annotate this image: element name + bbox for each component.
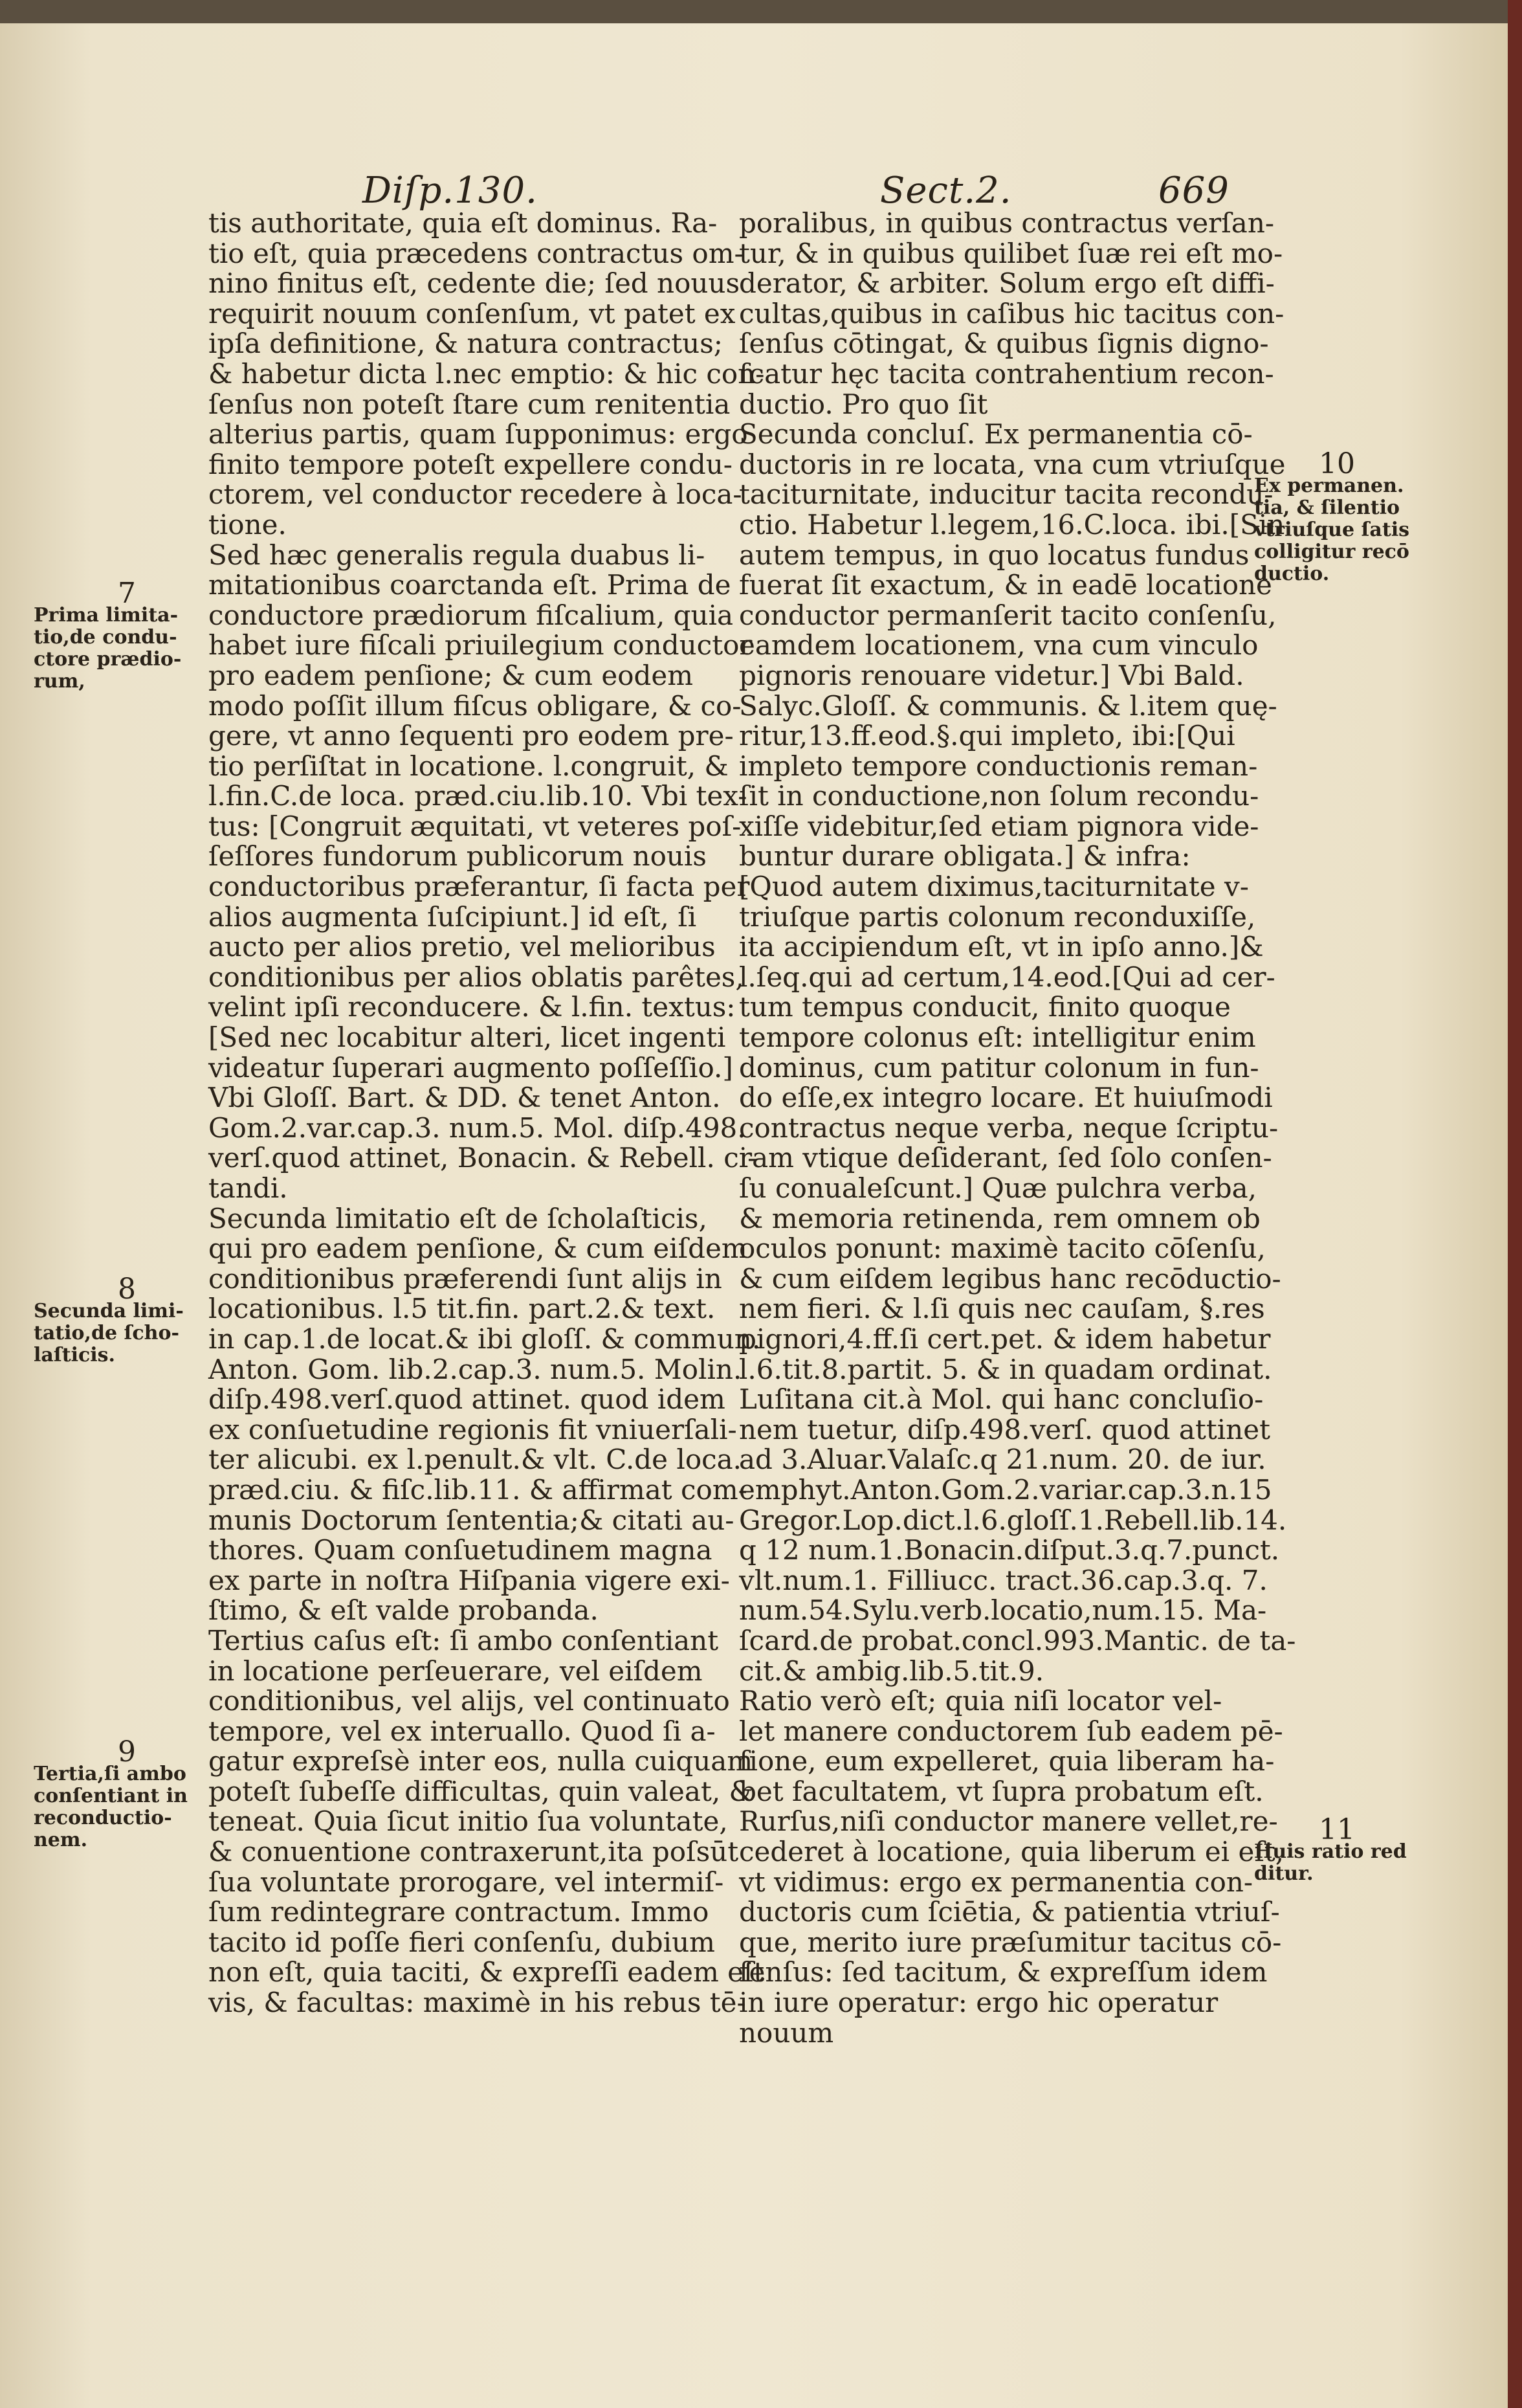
text-line: vis, & facultas: maximè in his rebus tē- (208, 1987, 746, 2019)
text-line: velint ipſi reconducere. & l.fin. textus: (208, 991, 736, 1023)
text-line: in locatione perſeuerare, vel eiſdem (208, 1655, 703, 1687)
text-line: conditionibus, vel alijs, vel continuato (208, 1685, 730, 1717)
text-line: præd.ciu. & fiſc.lib.11. & affirmat com- (208, 1473, 747, 1506)
margin-text: reconductio- (34, 1807, 172, 1829)
text-line: vlt.num.1. Filliucc. tract.36.cap.3.q. 7. (739, 1564, 1268, 1596)
text-line: ductio. Pro quo ſit (739, 388, 988, 420)
text-line: taciturnitate, inducitur tacita recondu- (739, 478, 1274, 511)
text-line: conductor permanſerit tacito conſenſu, (739, 599, 1277, 631)
margin-text: colligitur recō (1254, 541, 1409, 563)
text-line: thores. Quam conſuetudinem magna (208, 1534, 712, 1566)
text-line: Gregor.Lop.dict.l.6.gloſſ.1.Rebell.lib.14. (739, 1504, 1287, 1536)
text-line: ſu conualeſcunt.] Quæ pulchra verba, (739, 1172, 1257, 1204)
text-line: l.fin.C.de loca. præd.ciu.lib.10. Vbi tex- (208, 780, 747, 812)
text-line: nem tuetur, diſp.498.verſ. quod attinet (739, 1413, 1270, 1445)
text-line: contractus neque verba, neque ſcriptu- (739, 1111, 1279, 1144)
margin-note-9 (34, 1735, 208, 1851)
text-line: ſcatur hęc tacita contrahentium recon- (739, 357, 1274, 390)
text-line: pignoris renouare videtur.] Vbi Bald. (739, 659, 1244, 691)
text-line: ſenſus non poteſt ſtare cum renitentia (208, 388, 731, 420)
margin-number: 8 (118, 1273, 136, 1306)
text-line: nouum (739, 2016, 834, 2049)
text-line: nem fieri. & l.ſi quis nec cauſam, §.res (739, 1293, 1265, 1325)
text-line: l.ſeq.qui ad certum,14.eod.[Qui ad cer- (739, 961, 1275, 993)
text-line: ductoris cum ſciētia, & patientia vtriuſ- (739, 1896, 1280, 1928)
text-line: tempore, vel ex interuallo. Quod ſi a- (208, 1715, 716, 1747)
text-line: [Sed nec locabitur alteri, licet ingenti (208, 1021, 726, 1054)
margin-text: nem. (34, 1829, 88, 1851)
text-line: pro eadem penſione; & cum eodem (208, 659, 694, 691)
text-line: aucto per alios pretio, vel melioribus (208, 931, 716, 963)
text-line: Ratio verò eſt; quia niſi locator vel- (739, 1685, 1222, 1717)
text-line: ſenſus: ſed tacitum, & expreſſum idem (739, 1956, 1268, 1989)
margin-text: Tertia,ſi ambo (34, 1763, 186, 1785)
margin-number: 7 (118, 577, 136, 610)
text-line: fuerat ſit exactum, & in eadē locatione (739, 569, 1272, 601)
text-line: in cap.1.de locat.& ibi gloſſ. & commun. (208, 1322, 761, 1355)
margin-text: Prima limita- (34, 604, 179, 627)
text-line: cederet à locatione, quia liberum ei eſt, (739, 1836, 1285, 1868)
text-line: cit.& ambig.lib.5.tit.9. (739, 1655, 1044, 1687)
text-line: ctorem, vel conductor recedere à loca- (208, 478, 742, 511)
margin-text: ditur. (1254, 1862, 1314, 1885)
text-line: verſ.quod attinet, Bonacin. & Rebell. ci- (208, 1142, 757, 1174)
text-line: conductoribus præferantur, ſi facta per (208, 871, 750, 903)
running-head-section: Sect.2. (880, 170, 1012, 212)
margin-text: Ex permanen. (1254, 474, 1404, 497)
text-line: ipſa definitione, & natura contractus; (208, 328, 723, 360)
text-line: q 12 num.1.Bonacin.diſput.3.q.7.punct. (739, 1534, 1280, 1566)
text-line: alterius partis, quam ſupponimus: ergo (208, 418, 748, 451)
text-line: mitationibus coarctanda eſt. Prima de (208, 569, 731, 601)
margin-text: rum, (34, 670, 85, 693)
margin-text: laſticis. (34, 1344, 115, 1366)
margin-text: conſentiant in (34, 1785, 188, 1807)
page-number: 669 (1158, 170, 1230, 212)
text-line: munis Doctorum ſententia;& citati au- (208, 1504, 734, 1536)
text-line: ritur,13.ff.eod.§.qui impleto, ibi:[Qui (739, 720, 1235, 752)
text-line: gatur expreſsè inter eos, nulla cuiquam (208, 1745, 753, 1778)
text-line: l.6.tit.8.partit. 5. & in quadam ordinat. (739, 1353, 1272, 1385)
text-line: autem tempus, in quo locatus fundus (739, 539, 1250, 571)
text-line: diſp.498.verſ.quod attinet. quod idem (208, 1383, 725, 1416)
text-line: videatur ſuperari augmento poſſeſſio.] (208, 1051, 733, 1084)
margin-text: tio,de condu- (34, 626, 177, 649)
text-line: vt vidimus: ergo ex permanentia con- (739, 1866, 1253, 1898)
margin-note-8 (34, 1273, 208, 1366)
text-line: & cum eiſdem legibus hanc recōductio- (739, 1262, 1281, 1295)
text-line: Secunda limitatio eſt de ſcholaſticis, (208, 1202, 707, 1234)
scan-top-edge (0, 0, 1522, 23)
text-line: buntur durare obligata.] & infra: (739, 840, 1191, 873)
text-line: let manere conductorem ſub eadem pē- (739, 1715, 1283, 1747)
text-line: tus: [Congruit æquitati, vt veteres poſ- (208, 810, 742, 842)
margin-text: Secunda limi- (34, 1300, 184, 1322)
text-line: tempore colonus eſt: intelligitur enim (739, 1021, 1256, 1054)
margin-note-11 (1254, 1813, 1448, 1885)
text-line: conductore prædiorum fiſcalium, quia (208, 599, 734, 631)
text-line: Anton. Gom. lib.2.cap.3. num.5. Molin. (208, 1353, 742, 1385)
text-line: ſenſus cōtingat, & quibus ſignis digno- (739, 328, 1269, 360)
text-line: Salyc.Gloſſ. & communis. & l.item quę- (739, 689, 1277, 722)
text-line: Gom.2.var.cap.3. num.5. Mol. diſp.498. (208, 1111, 746, 1144)
text-line: nino finitus eſt, cedente die; ſed nouus (208, 267, 740, 300)
text-line: Luſitana cit.à Mol. qui hanc concluſio- (739, 1383, 1264, 1416)
text-line: oculos ponunt: maximè tacito cōſenſu, (739, 1232, 1266, 1265)
text-line: tio perſiſtat in locatione. l.congruit, & (208, 750, 729, 782)
text-line: non eſt, quia taciti, & expreſſi eadem eſt (208, 1956, 765, 1989)
text-line: Tertius caſus eſt: ſi ambo conſentiant (208, 1624, 719, 1656)
text-line: ductoris in re locata, vna cum vtriuſque (739, 448, 1286, 480)
text-line: tio eſt, quia præcedens contractus om- (208, 237, 744, 269)
text-line: tur, & in quibus quilibet ſuæ rei eſt mo- (739, 237, 1283, 269)
text-line: eamdem locationem, vna cum vinculo (739, 629, 1259, 662)
text-line: locationibus. l.5 tit.fin. part.2.& text. (208, 1293, 716, 1325)
text-line: ſcard.de probat.concl.993.Mantic. de ta- (739, 1624, 1296, 1656)
text-line: Secunda concluſ. Ex permanentia cō- (739, 418, 1253, 451)
text-line: ctio. Habetur l.legem,16.C.loca. ibi.[Sin (739, 508, 1285, 541)
text-line: do eſſe,ex integro locare. Et huiuſmodi (739, 1082, 1273, 1114)
text-line: teneat. Quia ſicut initio ſua voluntate, (208, 1805, 728, 1838)
text-line: requirit nouum conſenſum, vt patet ex (208, 297, 736, 329)
text-line: impleto tempore conductionis reman- (739, 750, 1258, 782)
text-line: in iure operatur: ergo hic operatur (739, 1987, 1219, 2019)
text-line: tum tempus conducit, finito quoque (739, 991, 1231, 1023)
text-line: triuſque partis colonum reconduxiſſe, (739, 900, 1256, 933)
margin-text: ductio. (1254, 563, 1330, 585)
text-line: conditionibus præferendi ſunt alijs in (208, 1262, 722, 1295)
text-line: num.54.Sylu.verb.locatio,num.15. Ma- (739, 1594, 1267, 1627)
text-line: ram vtique deſiderant, ſed ſolo conſen- (739, 1142, 1272, 1174)
text-line: tandi. (208, 1172, 288, 1204)
margin-text: tia, & ſilentio (1254, 496, 1400, 519)
text-line: poteſt ſubeſſe difficultas, quin valeat, & (208, 1775, 753, 1807)
text-line: ter alicubi. ex l.penult.& vlt. C.de loca. (208, 1444, 742, 1476)
left-text-column (208, 207, 765, 2019)
text-line: ſum redintegrare contractum. Immo (208, 1896, 709, 1928)
text-line: ita accipiendum eſt, vt in ipſo anno.]& (739, 931, 1264, 963)
text-line: ex conſuetudine regionis fit vniuerſali- (208, 1413, 737, 1445)
scan-right-edge (1508, 0, 1522, 2408)
margin-text: ctore prædio- (34, 648, 182, 671)
margin-text: tatio,de ſcho- (34, 1322, 179, 1344)
margin-number: 10 (1319, 447, 1355, 480)
text-line: modo poſſit illum fiſcus obligare, & co- (208, 689, 742, 722)
text-line: [Quod autem diximus,taciturnitate v- (739, 871, 1249, 903)
text-line: ſit in conductione,non ſolum recondu- (739, 780, 1259, 812)
text-line: poralibus, in quibus contractus verſan- (739, 207, 1275, 239)
margin-number: 11 (1319, 1813, 1355, 1846)
text-line: dominus, cum patitur colonum in fun- (739, 1051, 1259, 1084)
text-line: Sed hæc generalis regula duabus li- (208, 539, 705, 571)
margin-text: vtriuſque ſatis (1254, 518, 1410, 541)
text-line: tione. (208, 508, 287, 541)
text-line: pignori,4.ff.ſi cert.pet. & idem habetur (739, 1322, 1271, 1355)
text-line: ad 3.Aluar.Valaſc.q 21.num. 20. de iur. (739, 1444, 1266, 1476)
running-head-left: Diſp.130. (362, 170, 538, 212)
text-line: que, merito iure præſumitur tacitus cō- (739, 1926, 1282, 1958)
text-line: ſione, eum expelleret, quia liberam ha- (739, 1745, 1275, 1778)
text-line: finito tempore poteſt expellere condu- (208, 448, 733, 480)
margin-note-7 (34, 577, 208, 693)
text-line: xiſſe videbitur,ſed etiam pignora vide- (739, 810, 1259, 842)
text-line: & habetur dicta l.nec emptio: & hic con- (208, 357, 765, 390)
text-line: derator, & arbiter. Solum ergo eſt diffi- (739, 267, 1275, 300)
text-line: habet iure fiſcali priuilegium conductor (208, 629, 753, 662)
text-line: tacito id poſſe fieri conſenſu, dubium (208, 1926, 715, 1958)
text-line: tis authoritate, quia eſt dominus. Ra- (208, 207, 718, 239)
text-line: Vbi Gloſſ. Bart. & DD. & tenet Anton. (208, 1082, 721, 1114)
text-line: bet facultatem, vt ſupra probatum eſt. (739, 1775, 1264, 1807)
margin-text: Huis ratio red (1254, 1840, 1407, 1863)
text-line: qui pro eadem penſione, & cum eiſdem (208, 1232, 747, 1265)
text-line: conditionibus per alios oblatis parêtes, (208, 961, 744, 993)
text-line: ſeſſores fundorum publicorum nouis (208, 840, 707, 873)
text-line: gere, vt anno ſequenti pro eodem pre- (208, 720, 734, 752)
text-line: ſua voluntate prorogare, vel intermiſ- (208, 1866, 724, 1898)
text-line: & memoria retinenda, rem omnem ob (739, 1202, 1261, 1234)
text-line: alios augmenta ſuſcipiunt.] id eſt, ſi (208, 900, 697, 933)
text-line: emphyt.Anton.Gom.2.variar.cap.3.n.15 (739, 1473, 1272, 1506)
text-line: & conuentione contraxerunt,ita poſsūt (208, 1836, 739, 1868)
text-line: ex parte in noſtra Hiſpania vigere exi- (208, 1564, 730, 1596)
text-line: ſtimo, & eſt valde probanda. (208, 1594, 599, 1627)
margin-note-10 (1254, 447, 1448, 585)
text-line: Rurſus,niſi conductor manere vellet,re- (739, 1805, 1278, 1838)
margin-number: 9 (118, 1735, 136, 1768)
text-line: cultas,quibus in caſibus hic tacitus con- (739, 297, 1285, 329)
